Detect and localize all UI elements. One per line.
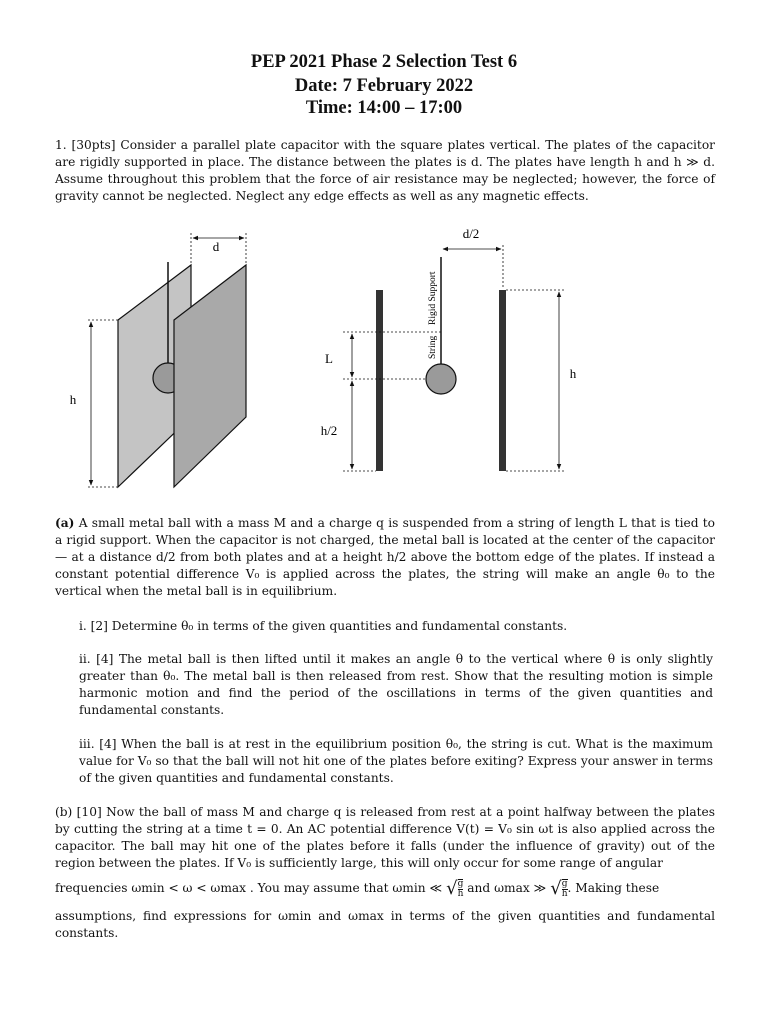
right-ball <box>426 364 456 394</box>
title-line-2: Date: 7 February 2022 <box>294 76 474 96</box>
title-line-3: Time: 14:00 – 17:00 <box>305 98 463 118</box>
label-d: d <box>212 239 220 254</box>
sqrt-icon: √ <box>446 877 458 899</box>
label-string: String <box>428 335 438 359</box>
left-diagram <box>70 233 246 487</box>
g-over-h-1 <box>458 879 464 899</box>
frac-num-2: g <box>561 878 568 889</box>
part-a-i: i. [2] Determine θ₀ in terms of the given quantities and fundamental constants. <box>79 619 568 633</box>
part-a-paragraph <box>55 515 715 600</box>
part-b-conclusion: assumptions, find expressions for ωmin and ωmax in terms of the given quantities and fundamental constants. <box>55 909 715 940</box>
right-plate-left <box>376 290 383 471</box>
label-h-left: h <box>69 392 77 407</box>
part-a-iii: iii. [4] When the ball is at rest in the equilibrium position θ₀, the string is cut. What is the maximum value for V₀ so that the ball will not hit one of the plates before exiting? Express your answer in terms of the given quantities and fundamental constants. <box>79 737 713 785</box>
title-line-1: PEP 2021 Phase 2 Selection Test 6 <box>250 52 518 72</box>
capacitor-figure <box>0 225 768 505</box>
part-b-paragraph: (b) [10] Now the ball of mass M and charge q is released from rest at a point halfway between the plates by cutting the string at a time t = 0. An AC potential difference V(t) = V₀ sin ωt is also applied across the capacitor. The ball may hit one of the plates before it falls (under the influence of gravity) out of the region between the plates. If V₀ is sufficiently large, this will only occur for some range of angular <box>55 805 715 870</box>
label-h-right: h <box>569 366 577 381</box>
sqrt-icon-2: √ <box>550 877 562 899</box>
part-b-text-b: and ωmax ≫ <box>467 881 547 895</box>
right-diagram <box>321 226 577 471</box>
label-rigid-support: Rigid Support <box>428 271 438 325</box>
frac-den-2: h <box>561 888 568 899</box>
part-a-label: (a) <box>55 516 75 530</box>
part-b-line-frequencies <box>55 874 715 902</box>
label-d2: d/2 <box>462 226 480 241</box>
problem-intro: 1. [30pts] Consider a parallel plate capacitor with the square plates vertical. The plates of the capacitor are rigidly supported in place. The distance between the plates is d. The plates have length h and h ≫ d. Assume throughout this problem that the force of air resistance may be neglected; however, the force of gravity cannot be neglected. Neglect any edge effects as well as any magnetic effects. <box>55 138 715 203</box>
part-a-ii: ii. [4] The metal ball is then lifted until it makes an angle θ to the vertical where θ is only slightly greater than θ₀. The metal ball is then released from rest. Show that the resulting motion is simple harmonic motion and find the period of the oscillations in terms of the given quantities and fundamental constants. <box>79 652 713 717</box>
right-plate-right <box>499 290 506 471</box>
label-L: L <box>325 351 333 366</box>
frac-den-1: h <box>457 888 464 899</box>
frac-num-1: g <box>457 878 464 889</box>
part-a-text: A small metal ball with a mass M and a charge q is suspended from a string of length L that is tied to a rigid support. When the capacitor is not charged, the metal ball is located at the center of the capacitor— at a distance d/2 from both plates and at a height h/2 above the bottom edge of the plates. If instead a constant potential difference V₀ is applied across the plates, the string will make an angle θ₀ to the vertical when the metal ball is in equilibrium. <box>55 516 716 598</box>
part-b-text-c: . Making these <box>567 881 660 895</box>
part-b-text-a: frequencies ωmin < ω < ωmax . You may assume that ωmin ≪ <box>55 881 443 895</box>
label-h2: h/2 <box>320 423 338 438</box>
